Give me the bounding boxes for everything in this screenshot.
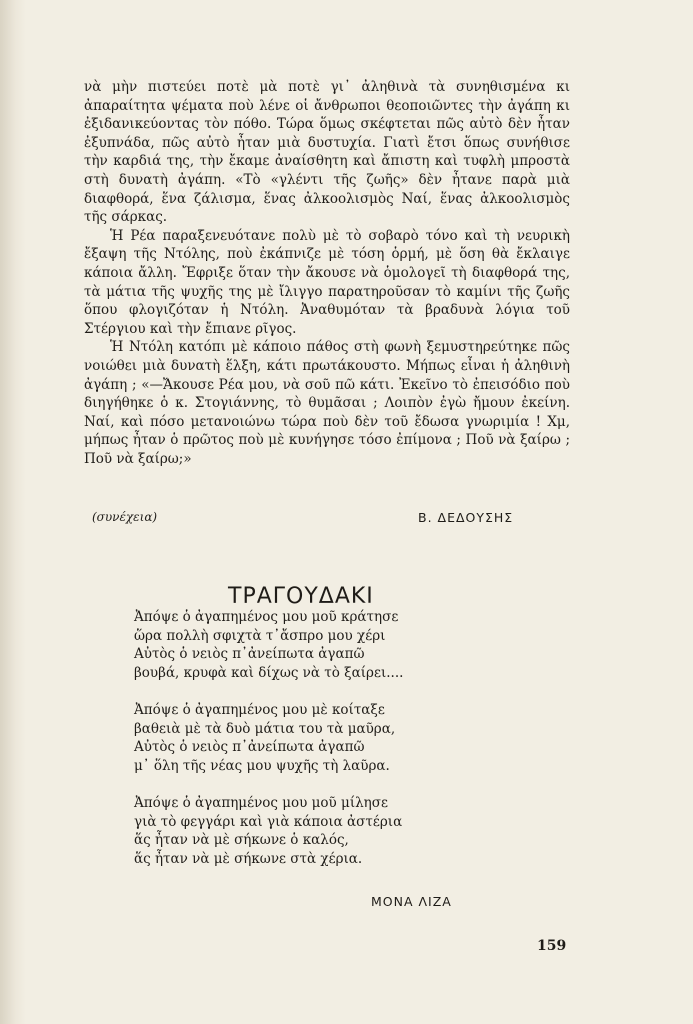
page-number: 159: [537, 938, 567, 954]
poem-line: Ἀπόψε ὁ ἀγαπημένος μου μοῦ κράτησε: [134, 609, 399, 625]
article-author: Β. ΔΕΔΟΥΣΗΣ: [418, 510, 514, 525]
poem-author: ΜΟΝΑ ΛΙΖΑ: [371, 894, 452, 909]
poem-line: ὥρα πολλὴ σφιχτὰ τ᾿ἄσπρο μου χέρι: [134, 627, 386, 644]
poem-line: βαθειὰ μὲ τὰ δυὸ μάτια του τὰ μαῦρα,: [134, 720, 396, 737]
poem-title: ΤΡΑΓΟΥΔΑΚΙ: [228, 584, 374, 610]
page-edge: [0, 0, 26, 1024]
poem-line: βουβά, κρυφὰ καὶ δίχως νὰ τὸ ξαίρει....: [134, 664, 404, 681]
poem-line: μ᾿ ὅλη τῆς νέας μου ψυχῆς τὴ λαῦρα.: [134, 757, 390, 774]
poem-line: ἅς ἦταν νὰ μὲ σήκωνε στὰ χέρια.: [134, 850, 363, 867]
poem-line: Αὐτὸς ὁ νειὸς π᾿ἀνείπωτα ἀγαπῶ: [134, 739, 365, 755]
poem-body: [134, 608, 494, 887]
article-body: [84, 78, 570, 468]
article-paragraph-2: Ἡ Ρέα παραξενευότανε πολὺ μὲ τὸ σοβαρὸ τόνο καὶ τὴ νευρικὴ ἔξαψη τῆς Ντόλης, ποὺ ἐκάπνιζε μὲ τόση ὁρμή, μὲ ὅση θὰ ἔκλαιγε κάποια ἄλλη. Ἔφριξε ὅταν τὴν ἄκουσε νὰ ὁμολογεῖ τὴ διαφθορά της, τὰ μάτια τῆς ψυχῆς της μὲ ἴλιγγο παρατηροῦσαν τὸ καμίνι τῆς ζωῆς ὅπου φλογιζόταν ἡ Ντόλη. Ἀναθυμόταν τὰ βραδυνὰ λόγια τοῦ Στέργιου καὶ τὴν ἔπιανε ρῖγος.: [84, 227, 570, 337]
poem-stanza-1: [134, 608, 494, 682]
poem-line: Αὐτὸς ὁ νειὸς π᾿ἀνείπωτα ἀγαπῶ: [134, 646, 365, 662]
poem-line: γιὰ τὸ φεγγάρι καὶ γιὰ κάποια ἀστέρια: [134, 813, 403, 830]
poem-line: Ἀπόψε ὁ ἀγαπημένος μου μὲ κοίταξε: [134, 702, 385, 718]
poem-stanza-2: [134, 701, 494, 775]
article-paragraph-1: νὰ μὴν πιστεύει ποτὲ μὰ ποτὲ γι᾿ ἀληθινὰ τὰ συνηθισμένα κι ἀπαραίτητα ψέματα ποὺ λένε οἱ ἄνθρωποι θεοποιῶντες τὴν ἀγάπη κι ἐξιδανικεύοντας τὸν πόθο. Τώρα ὅμως σκέφτεται πῶς αὐτὸ δὲν ἦταν ἐξυπνάδα, πῶς αὐτὸ ἦταν μιὰ δυστυχία. Γιατὶ ἔτσι ὅπως συνήθισε τὴν καρδιά της, τὴν ἔκαμε ἀναίσθητη καὶ ἄπιστη καὶ τυφλὴ μπροστὰ στὴ δυνατὴ ἀγάπη. «Τὸ «γλέντι τῆς ζωῆς» δὲν ἦτανε παρὰ μιὰ διαφθορά, ἕνα ζάλισμα, ἕνας ἀλκοολισμὸς Ναί, ἕνας ἀλκοολισμὸς τῆς σάρκας.: [84, 79, 570, 226]
poem-line: Ἀπόψε ὁ ἀγαπημένος μου μοῦ μίλησε: [134, 795, 388, 811]
continued-label: (συνέχεια): [92, 510, 158, 524]
article-paragraph-3: Ἡ Ντόλη κατόπι μὲ κάποιο πάθος στὴ φωνὴ ξεμυστηρεύτηκε πῶς νοιώθει μιὰ δυνατὴ ἕλξη, κάτι πρωτάκουστο. Μήπως εἶναι ἡ ἀληθινὴ ἀγάπη ; «—Ἄκουσε Ρέα μου, νὰ σοῦ πῶ κάτι. Ἐκεῖνο τὸ ἐπεισόδιο ποὺ διηγήθηκε ὁ κ. Στογιάννης, τὸ θυμᾶσαι ; Λοιπὸν ἐγὼ ἤμουν ἐκείνη. Ναί, καὶ πόσο μετανοιώνω τώρα ποὺ δὲν τοῦ ἔδωσα γνωριμία ! Χμ, μήπως ἦταν ὁ πρῶτος ποὺ μὲ κυνήγησε τόσο ἐπίμονα ; Ποῦ νὰ ξαίρω ; Ποῦ νὰ ξαίρω;»: [84, 339, 570, 467]
poem-line: ἅς ἦταν νὰ μὲ σήκωνε ὁ καλός,: [134, 832, 349, 848]
poem-stanza-3: [134, 794, 494, 868]
